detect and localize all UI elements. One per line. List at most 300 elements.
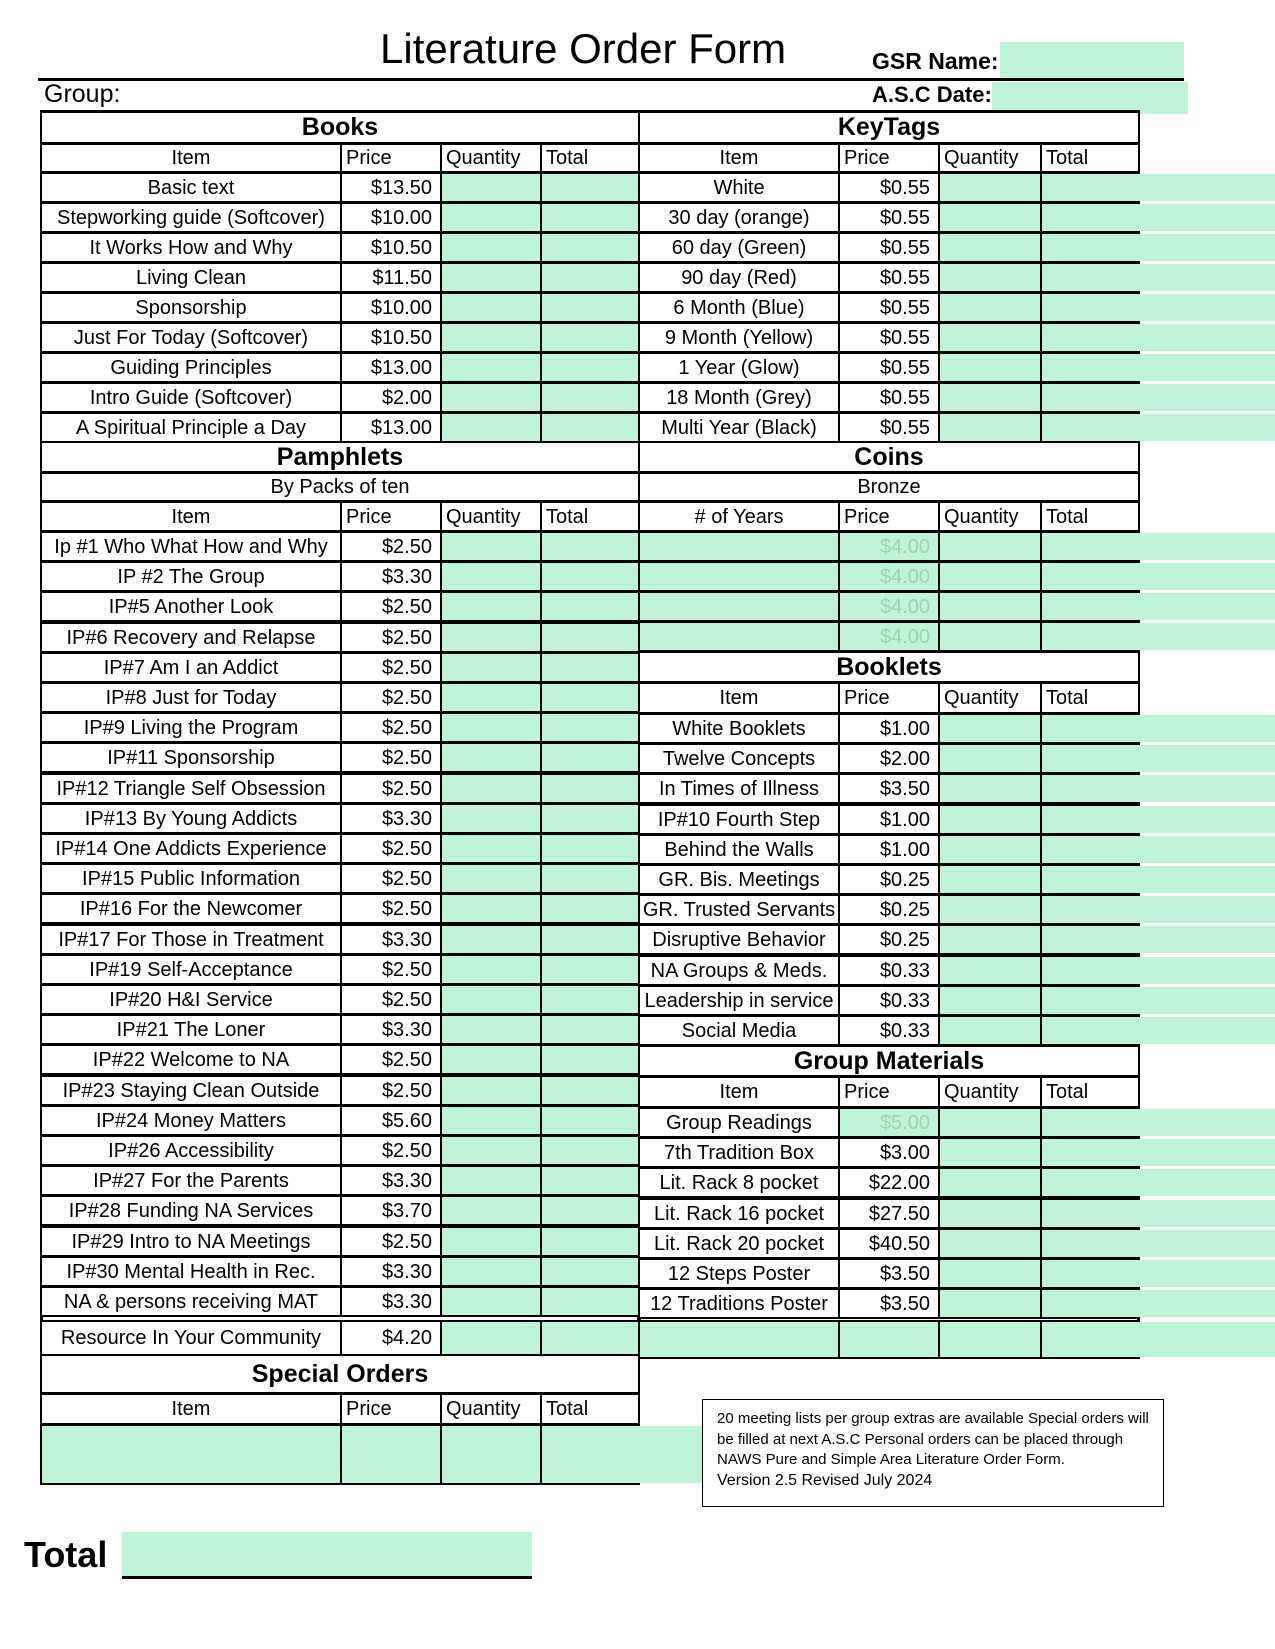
pamphlets-item-price: $2.50	[342, 684, 442, 711]
books-quantity-field[interactable]	[442, 204, 542, 231]
books-item-price: $2.00	[342, 384, 442, 411]
pamphlets-item-name: IP#23 Staying Clean Outside	[42, 1077, 342, 1104]
group_materials-item-price: $3.50	[840, 1260, 940, 1287]
keytags-item-price: $0.55	[840, 264, 940, 291]
pamphlets-quantity-field[interactable]	[442, 865, 542, 892]
pamphlets-row	[40, 561, 640, 592]
group-materials-section-title: Group Materials	[638, 1045, 1140, 1077]
group_materials-item-name: 12 Traditions Poster	[640, 1290, 840, 1317]
pamphlets-quantity-field[interactable]	[442, 563, 542, 590]
pamphlets-quantity-field[interactable]	[442, 956, 542, 983]
books-quantity-field[interactable]	[442, 384, 542, 411]
coins-total-field[interactable]	[1042, 623, 1275, 650]
booklets-row	[638, 955, 1140, 986]
pamphlets-row	[40, 984, 640, 1015]
booklets-quantity-field[interactable]	[940, 806, 1042, 833]
group_materials-quantity-field[interactable]	[940, 1169, 1042, 1196]
special-order-price-field[interactable]	[342, 1426, 442, 1483]
keytags-row	[638, 412, 1140, 443]
keytags-total-field[interactable]	[1042, 174, 1275, 201]
pamphlets-item-price: $2.50	[342, 1228, 442, 1255]
coins-total-field[interactable]	[1042, 593, 1275, 620]
item-column-header: Item	[42, 145, 342, 171]
blank-row-price-field[interactable]	[840, 1322, 940, 1357]
pamphlets-item-price: $2.50	[342, 865, 442, 892]
price-column-header: Price	[342, 1395, 442, 1423]
pamphlets-row	[40, 682, 640, 713]
grand-total-label: Total	[24, 1534, 108, 1575]
group_materials-item-price: $5.00	[840, 1109, 940, 1136]
group_materials-item-name: Lit. Rack 20 pocket	[640, 1230, 840, 1257]
books-item-name: Stepworking guide (Softcover)	[42, 204, 342, 231]
coins-quantity-field[interactable]	[940, 623, 1042, 650]
keytags-item-name: 90 day (Red)	[640, 264, 840, 291]
books-item-name: Guiding Principles	[42, 354, 342, 381]
pamphlets-row	[40, 742, 640, 773]
coins-years-field[interactable]	[640, 563, 840, 590]
group_materials-row	[638, 1198, 1140, 1229]
books-item-name: It Works How and Why	[42, 234, 342, 261]
group_materials-row	[638, 1228, 1140, 1259]
keytags-total-field[interactable]	[1042, 294, 1275, 321]
keytags-total-field[interactable]	[1042, 234, 1275, 261]
keytags-item-price: $0.55	[840, 174, 940, 201]
blank-row-total-field[interactable]	[1042, 1322, 1275, 1357]
booklets-quantity-field[interactable]	[940, 926, 1042, 953]
pamphlets-item-price: $2.50	[342, 744, 442, 771]
pamphlets-item-name: IP#9 Living the Program	[42, 714, 342, 741]
pamphlets-row	[40, 1226, 640, 1257]
pamphlets-row	[40, 652, 640, 683]
pamphlets-quantity-field[interactable]	[442, 1137, 542, 1164]
group_materials-quantity-field[interactable]	[940, 1109, 1042, 1136]
group_materials-item-name: Group Readings	[640, 1109, 840, 1136]
keytags-quantity-field[interactable]	[940, 384, 1042, 411]
group_materials-total-field[interactable]	[1042, 1290, 1275, 1317]
booklets-item-price: $0.25	[840, 896, 940, 923]
special-order-quantity-field[interactable]	[442, 1426, 542, 1483]
pamphlets-item-price: $3.30	[342, 1258, 442, 1285]
group_materials-row	[638, 1137, 1140, 1168]
booklets-item-name: In Times of Illness	[640, 775, 840, 802]
pamphlets-row	[40, 1320, 640, 1356]
header-divider	[38, 78, 1184, 81]
keytags-item-name: White	[640, 174, 840, 201]
form-title: Literature Order Form	[380, 25, 787, 72]
pamphlets-row	[40, 1195, 640, 1226]
pamphlets-item-price: $2.50	[342, 624, 442, 651]
booklets-item-price: $0.33	[840, 1017, 940, 1044]
booklets-total-field[interactable]	[1042, 957, 1275, 984]
coins-row	[638, 531, 1140, 562]
total-column-header: Total	[1046, 687, 1089, 709]
coins-years-field[interactable]	[640, 593, 840, 620]
pamphlets-item-name: IP#22 Welcome to NA	[42, 1046, 342, 1073]
booklets-total-field[interactable]	[1042, 866, 1275, 893]
pamphlets-item-name: IP#8 Just for Today	[42, 684, 342, 711]
pamphlets-item-price: $3.30	[342, 926, 442, 953]
coins-total-field[interactable]	[1042, 533, 1275, 560]
grand-total-underline	[122, 1576, 532, 1579]
price-column-header: Price	[342, 503, 442, 530]
pamphlets-row	[40, 863, 640, 894]
pamphlets-quantity-field[interactable]	[442, 624, 542, 651]
books-item-price: $13.00	[342, 414, 442, 441]
blank-row-item-field[interactable]	[640, 1322, 840, 1357]
pamphlets-item-name: IP#27 For the Parents	[42, 1167, 342, 1194]
books-quantity-field[interactable]	[442, 354, 542, 381]
pamphlets-item-price: $2.50	[342, 956, 442, 983]
pamphlets-row	[40, 531, 640, 562]
pamphlets-item-name: IP#30 Mental Health in Rec.	[42, 1258, 342, 1285]
group_materials-total-field[interactable]	[1042, 1139, 1275, 1166]
pamphlets-row	[40, 622, 640, 653]
booklets-section-title: Booklets	[638, 651, 1140, 683]
coins-row	[638, 561, 1140, 592]
coins-row	[638, 591, 1140, 622]
keytags-item-price: $0.55	[840, 354, 940, 381]
pamphlets-quantity-field[interactable]	[442, 1288, 542, 1315]
books-item-price: $10.50	[342, 324, 442, 351]
group_materials-quantity-field[interactable]	[940, 1200, 1042, 1227]
booklets-item-price: $0.33	[840, 987, 940, 1014]
pamphlets-item-name: IP#24 Money Matters	[42, 1107, 342, 1134]
pamphlets-quantity-field[interactable]	[442, 1077, 542, 1104]
gsr-name-label: GSR Name:	[872, 48, 999, 74]
keytags-section-title: KeyTags	[638, 111, 1140, 144]
group_materials-quantity-field[interactable]	[940, 1230, 1042, 1257]
books-row	[40, 202, 640, 233]
booklets-row	[638, 773, 1140, 804]
booklets-row	[638, 834, 1140, 865]
pamphlets-row	[40, 833, 640, 864]
pamphlets-quantity-field[interactable]	[442, 1107, 542, 1134]
pamphlets-section-title: Pamphlets	[40, 441, 640, 473]
keytags-row	[638, 382, 1140, 413]
pamphlets-quantity-field[interactable]	[442, 1167, 542, 1194]
booklets-total-field[interactable]	[1042, 745, 1275, 772]
group_materials-item-price: $22.00	[840, 1169, 940, 1196]
coins-item-price: $4.00	[840, 623, 940, 650]
booklets-quantity-field[interactable]	[940, 745, 1042, 772]
keytags-quantity-field[interactable]	[940, 234, 1042, 261]
pamphlets-quantity-field[interactable]	[442, 835, 542, 862]
quantity-column-header: Quantity	[442, 145, 542, 171]
keytags-item-price: $0.55	[840, 324, 940, 351]
pamphlets-row	[40, 1256, 640, 1287]
pamphlets-item-name: IP#21 The Loner	[42, 1016, 342, 1043]
group-materials-blank-row	[638, 1320, 1140, 1359]
group-label: Group:	[44, 80, 121, 108]
coins-section-title: Coins	[638, 441, 1140, 473]
coins-quantity-field[interactable]	[940, 533, 1042, 560]
booklets-quantity-field[interactable]	[940, 957, 1042, 984]
booklets-item-name: GR. Trusted Servants	[640, 896, 840, 923]
pamphlets-quantity-field[interactable]	[442, 684, 542, 711]
pamphlets-item-name: IP#15 Public Information	[42, 865, 342, 892]
group_materials-total-field[interactable]	[1042, 1230, 1275, 1257]
pamphlets-quantity-field[interactable]	[442, 986, 542, 1013]
keytags-total-field[interactable]	[1042, 264, 1275, 291]
booklets-total-field[interactable]	[1042, 775, 1275, 802]
pamphlets-row	[40, 1075, 640, 1106]
item-column-header: Item	[42, 503, 342, 530]
pamphlets-item-price: $2.50	[342, 533, 442, 560]
keytags-total-field[interactable]	[1042, 324, 1275, 351]
pamphlets-quantity-field[interactable]	[442, 895, 542, 922]
coins-item-price: $4.00	[840, 563, 940, 590]
booklets-row	[638, 743, 1140, 774]
books-item-name: Sponsorship	[42, 294, 342, 321]
coins-item-price: $4.00	[840, 533, 940, 560]
group-materials-column-header	[638, 1076, 1140, 1108]
group_materials-total-field[interactable]	[1042, 1169, 1275, 1196]
group_materials-row	[638, 1258, 1140, 1289]
coins-years-field[interactable]	[640, 533, 840, 560]
booklets-item-name: Social Media	[640, 1017, 840, 1044]
pamphlets-item-name: IP#28 Funding NA Services	[42, 1197, 342, 1224]
pamphlets-quantity-field[interactable]	[442, 533, 542, 560]
pamphlets-column-header	[40, 501, 640, 532]
books-quantity-field[interactable]	[442, 414, 542, 441]
pamphlets-row	[40, 893, 640, 924]
keytags-quantity-field[interactable]	[940, 204, 1042, 231]
books-quantity-field[interactable]	[442, 264, 542, 291]
group_materials-row	[638, 1107, 1140, 1138]
coins-total-field[interactable]	[1042, 563, 1275, 590]
version-text: Version 2.5 Revised July 2024	[717, 1471, 933, 1489]
booklets-quantity-field[interactable]	[940, 836, 1042, 863]
item-column-header: Item	[42, 1395, 342, 1423]
pamphlets-quantity-field[interactable]	[442, 654, 542, 681]
coins-quantity-field[interactable]	[940, 593, 1042, 620]
booklets-quantity-field[interactable]	[940, 1017, 1042, 1044]
books-item-price: $10.50	[342, 234, 442, 261]
books-row	[40, 352, 640, 383]
group_materials-quantity-field[interactable]	[940, 1260, 1042, 1287]
blank-row-quantity-field[interactable]	[940, 1322, 1042, 1357]
group_materials-row	[638, 1288, 1140, 1319]
pamphlets-item-price: $2.50	[342, 895, 442, 922]
keytags-item-name: 18 Month (Grey)	[640, 384, 840, 411]
pamphlets-item-name: NA & persons receiving MAT	[42, 1288, 342, 1315]
pamphlets-item-name: IP#14 One Addicts Experience	[42, 835, 342, 862]
order-note-text: 20 meeting lists per group extras are available Special orders will be filled at next A.S.C Personal orders can be placed through NAWS Pure and Simple Area Literature Order Form.	[717, 1410, 1149, 1468]
books-quantity-field[interactable]	[442, 174, 542, 201]
pamphlets-row	[40, 1105, 640, 1136]
keytags-quantity-field[interactable]	[940, 174, 1042, 201]
pamphlets-quantity-field[interactable]	[442, 1197, 542, 1224]
item-column-header: Item	[640, 145, 840, 171]
pamphlets-item-name: IP#12 Triangle Self Obsession	[42, 775, 342, 802]
books-quantity-field[interactable]	[442, 234, 542, 261]
booklets-total-field[interactable]	[1042, 806, 1275, 833]
booklets-total-field[interactable]	[1042, 836, 1275, 863]
keytags-item-name: 9 Month (Yellow)	[640, 324, 840, 351]
item-column-header: Item	[640, 1078, 840, 1106]
books-row	[40, 262, 640, 293]
books-item-name: Just For Today (Softcover)	[42, 324, 342, 351]
books-quantity-field[interactable]	[442, 294, 542, 321]
pamphlets-quantity-field[interactable]	[442, 1228, 542, 1255]
pamphlets-quantity-field[interactable]	[442, 1322, 542, 1354]
pamphlets-item-name: IP #2 The Group	[42, 563, 342, 590]
total-column-header: Total	[1046, 147, 1089, 169]
pamphlets-item-price: $5.60	[342, 1107, 442, 1134]
keytags-row	[638, 292, 1140, 323]
price-column-header: Price	[840, 1078, 940, 1106]
price-column-header: Price	[840, 684, 940, 712]
keytags-quantity-field[interactable]	[940, 324, 1042, 351]
booklets-item-name: Disruptive Behavior	[640, 926, 840, 953]
quantity-column-header: Quantity	[940, 684, 1042, 712]
pamphlets-item-price: $3.30	[342, 563, 442, 590]
group_materials-total-field[interactable]	[1042, 1109, 1275, 1136]
keytags-item-name: 60 day (Green)	[640, 234, 840, 261]
keytags-item-name: 1 Year (Glow)	[640, 354, 840, 381]
special-order-item-field[interactable]	[42, 1426, 342, 1483]
pamphlets-quantity-field[interactable]	[442, 1016, 542, 1043]
pamphlets-row	[40, 803, 640, 834]
pamphlets-item-price: $2.50	[342, 1046, 442, 1073]
group_materials-total-field[interactable]	[1042, 1200, 1275, 1227]
keytags-total-field[interactable]	[1042, 204, 1275, 231]
order-note	[702, 1399, 1164, 1507]
pamphlets-quantity-field[interactable]	[442, 744, 542, 771]
pamphlets-quantity-field[interactable]	[442, 1258, 542, 1285]
pamphlets-item-name: IP#26 Accessibility	[42, 1137, 342, 1164]
pamphlets-item-name: IP#17 For Those in Treatment	[42, 926, 342, 953]
books-row	[40, 412, 640, 443]
keytags-total-field[interactable]	[1042, 354, 1275, 381]
booklets-total-field[interactable]	[1042, 1017, 1275, 1044]
books-section-title: Books	[40, 111, 640, 144]
coins-years-field[interactable]	[640, 623, 840, 650]
item-column-header: Item	[640, 684, 840, 712]
pamphlets-item-price: $2.50	[342, 775, 442, 802]
grand-total-field[interactable]	[122, 1532, 532, 1578]
booklets-row	[638, 864, 1140, 895]
booklets-row	[638, 985, 1140, 1016]
keytags-quantity-field[interactable]	[940, 354, 1042, 381]
books-item-name: Living Clean	[42, 264, 342, 291]
pamphlets-item-name: IP#13 By Young Addicts	[42, 805, 342, 832]
booklets-quantity-field[interactable]	[940, 987, 1042, 1014]
special-orders-column-header	[40, 1393, 640, 1425]
keytags-row	[638, 262, 1140, 293]
keytags-row	[638, 352, 1140, 383]
keytags-quantity-field[interactable]	[940, 264, 1042, 291]
pamphlets-item-price: $2.50	[342, 1137, 442, 1164]
pamphlets-item-price: $2.50	[342, 835, 442, 862]
pamphlets-row	[40, 1135, 640, 1166]
pamphlets-quantity-field[interactable]	[442, 926, 542, 953]
booklets-item-price: $1.00	[840, 806, 940, 833]
keytags-item-price: $0.55	[840, 414, 940, 441]
pamphlets-item-name: IP#5 Another Look	[42, 593, 342, 620]
group_materials-item-name: 12 Steps Poster	[640, 1260, 840, 1287]
booklets-item-name: White Booklets	[640, 715, 840, 742]
keytags-item-name: 6 Month (Blue)	[640, 294, 840, 321]
pamphlets-item-price: $3.30	[342, 1167, 442, 1194]
booklets-total-field[interactable]	[1042, 896, 1275, 923]
keytags-column-header	[638, 143, 1140, 173]
booklets-total-field[interactable]	[1042, 987, 1275, 1014]
keytags-total-field[interactable]	[1042, 414, 1275, 441]
coins-subtitle: Bronze	[638, 472, 1140, 502]
books-item-price: $10.00	[342, 294, 442, 321]
keytags-row	[638, 202, 1140, 233]
keytags-quantity-field[interactable]	[940, 294, 1042, 321]
pamphlets-quantity-field[interactable]	[442, 1046, 542, 1073]
gsr-name-field[interactable]	[1000, 42, 1184, 78]
books-item-name: Intro Guide (Softcover)	[42, 384, 342, 411]
quantity-column-header: Quantity	[940, 503, 1042, 530]
keytags-row	[638, 322, 1140, 353]
pamphlets-quantity-field[interactable]	[442, 805, 542, 832]
booklets-item-name: IP#10 Fourth Step	[640, 806, 840, 833]
books-item-price: $13.50	[342, 174, 442, 201]
keytags-item-price: $0.55	[840, 204, 940, 231]
asc-date-label: A.S.C Date:	[872, 82, 992, 107]
pamphlets-item-name: Resource In Your Community	[42, 1322, 342, 1354]
keytags-row	[638, 172, 1140, 203]
coins-item-price: $4.00	[840, 593, 940, 620]
pamphlets-quantity-field[interactable]	[442, 714, 542, 741]
pamphlets-item-name: IP#16 For the Newcomer	[42, 895, 342, 922]
group_materials-total-field[interactable]	[1042, 1260, 1275, 1287]
booklets-row	[638, 894, 1140, 925]
group_materials-item-name: 7th Tradition Box	[640, 1139, 840, 1166]
booklets-total-field[interactable]	[1042, 715, 1275, 742]
keytags-item-price: $0.55	[840, 234, 940, 261]
pamphlets-row	[40, 773, 640, 804]
pamphlets-item-price: $3.30	[342, 805, 442, 832]
books-item-price: $13.00	[342, 354, 442, 381]
booklets-quantity-field[interactable]	[940, 775, 1042, 802]
group_materials-quantity-field[interactable]	[940, 1139, 1042, 1166]
booklets-quantity-field[interactable]	[940, 715, 1042, 742]
group_materials-item-price: $40.50	[840, 1230, 940, 1257]
books-row	[40, 172, 640, 203]
pamphlets-item-price: $4.20	[342, 1322, 442, 1354]
pamphlets-quantity-field[interactable]	[442, 593, 542, 620]
books-quantity-field[interactable]	[442, 324, 542, 351]
pamphlets-item-name: IP#20 H&I Service	[42, 986, 342, 1013]
pamphlets-item-price: $3.30	[342, 1288, 442, 1315]
item-column-header: # of Years	[640, 503, 840, 530]
booklets-quantity-field[interactable]	[940, 896, 1042, 923]
books-item-price: $10.00	[342, 204, 442, 231]
total-column-header: Total	[1046, 505, 1089, 528]
booklets-item-price: $1.00	[840, 836, 940, 863]
coins-quantity-field[interactable]	[940, 563, 1042, 590]
pamphlets-row	[40, 924, 640, 955]
group_materials-item-price: $3.50	[840, 1290, 940, 1317]
keytags-item-price: $0.55	[840, 384, 940, 411]
pamphlets-item-price: $2.50	[342, 986, 442, 1013]
keytags-quantity-field[interactable]	[940, 414, 1042, 441]
booklets-total-field[interactable]	[1042, 926, 1275, 953]
booklets-quantity-field[interactable]	[940, 866, 1042, 893]
keytags-total-field[interactable]	[1042, 384, 1275, 411]
group_materials-quantity-field[interactable]	[940, 1290, 1042, 1317]
pamphlets-quantity-field[interactable]	[442, 775, 542, 802]
books-column-header	[40, 143, 640, 173]
books-item-price: $11.50	[342, 264, 442, 291]
group_materials-item-name: Lit. Rack 16 pocket	[640, 1200, 840, 1227]
pamphlets-item-name: IP#29 Intro to NA Meetings	[42, 1228, 342, 1255]
